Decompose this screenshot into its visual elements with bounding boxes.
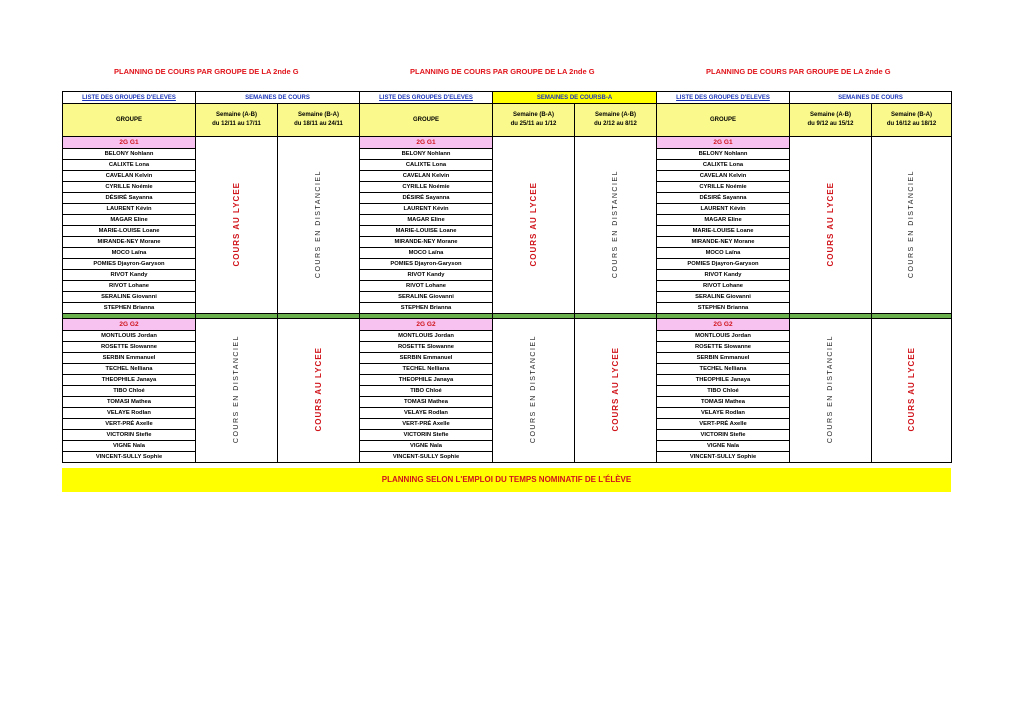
planning-title-1: PLANNING DE COURS PAR GROUPE DE LA 2nde G [114,67,299,76]
liste-groupes-header: LISTE DES GROUPES D'ELEVES [657,92,790,104]
page-titles [62,67,952,79]
cours-lycee-cell [493,137,575,314]
student-name: VINCENT-SULLY Sophie [360,452,493,463]
cours-dist-cell [196,319,278,463]
cours-lycee-label: COURS AU LYCEE [232,181,241,267]
student-name: VINCENT-SULLY Sophie [63,452,196,463]
student-name: VIGNE Naïa [360,441,493,452]
student-name: TOMASI Mathea [63,397,196,408]
student-name: SERBIN Emmanuel [63,353,196,364]
student-name: RIVOT Lohane [63,281,196,292]
cours-lycee-label: COURS AU LYCEE [907,347,916,432]
student-name: MAGAR Eline [360,215,493,226]
student-name: TECHEL Nelliana [657,364,790,375]
student-name: CALIXTE Lona [360,160,493,171]
cours-lycee-label: COURS AU LYCEE [529,181,538,267]
cours-lycee-label: COURS AU LYCEE [826,181,835,267]
student-name: TIBO Chloé [360,386,493,397]
student-name: POMIES Djayron-Garyson [63,259,196,270]
week-dates: du 2/12 au 8/12 [594,121,637,127]
student-name: MONTLOUIS Jordan [360,331,493,342]
group-label: 2G G2 [63,319,196,331]
cours-dist-label: COURS EN DISTANCIEL [315,169,322,279]
cours-dist-label: COURS EN DISTANCIEL [827,335,834,444]
cours-dist-cell [872,137,952,314]
student-name: MAGAR Eline [657,215,790,226]
student-name: VELAYE Rodlan [63,408,196,419]
week-header [196,104,278,137]
student-name: RIVOT Kandy [360,270,493,281]
student-name: MONTLOUIS Jordan [63,331,196,342]
week-type: Semaine (A-B) [215,112,257,118]
student-name: RIVOT Kandy [63,270,196,281]
student-name: MIRANDE-NEY Morane [63,237,196,248]
week-type: Semaine (B-A) [297,112,339,118]
student-name: MARIE-LOUISE Loane [360,226,493,237]
groupe-header: GROUPE [360,104,493,137]
student-name: CYRILLE Noémie [657,182,790,193]
cours-dist-cell [790,319,872,463]
cours-dist-label: COURS EN DISTANCIEL [612,169,619,279]
student-name: VERT-PRÉ Axelle [657,419,790,430]
student-name: POMIES Djayron-Garyson [657,259,790,270]
student-name: THEOPHILE Janaya [360,375,493,386]
cours-lycee-cell [790,137,872,314]
student-name: THEOPHILE Janaya [63,375,196,386]
student-name: VELAYE Rodlan [657,408,790,419]
student-name: LAURENT Kévin [657,204,790,215]
student-name: STEPHEN Brianna [360,303,493,314]
student-name: SERALINE Giovanni [657,292,790,303]
cours-lycee-cell [575,319,657,463]
week-type: Semaine (B-A) [890,112,932,118]
cours-lycee-cell [278,319,360,463]
student-name: RIVOT Lohane [657,281,790,292]
groupe-header: GROUPE [63,104,196,137]
cours-dist-label: COURS EN DISTANCIEL [233,335,240,444]
student-name: TOMASI Mathea [360,397,493,408]
week-dates: du 25/11 au 1/12 [510,121,557,127]
week-dates: du 16/12 au 18/12 [886,121,937,127]
cours-dist-label: COURS EN DISTANCIEL [908,169,915,279]
week-dates: du 9/12 au 15/12 [807,121,854,127]
student-name: LAURENT Kévin [63,204,196,215]
semaines-header: SEMAINES DE COURS [196,92,360,104]
semaines-header: SEMAINES DE COURSB-A [493,92,657,104]
student-name: VERT-PRÉ Axelle [360,419,493,430]
student-name: SERBIN Emmanuel [657,353,790,364]
student-name: MONTLOUIS Jordan [657,331,790,342]
week-type: Semaine (A-B) [594,112,636,118]
student-name: DÉSIRÉ Sayanna [63,193,196,204]
group-label: 2G G2 [657,319,790,331]
student-name: CAVELAN Kelvin [360,171,493,182]
planning-title-2: PLANNING DE COURS PAR GROUPE DE LA 2nde G [410,67,595,76]
liste-groupes-header: LISTE DES GROUPES D'ELEVES [63,92,196,104]
student-name: CAVELAN Kelvin [657,171,790,182]
student-name: MAGAR Eline [63,215,196,226]
group-label: 2G G1 [657,137,790,149]
student-name: CALIXTE Lona [657,160,790,171]
student-name: CALIXTE Lona [63,160,196,171]
student-name: LAURENT Kévin [360,204,493,215]
cours-dist-cell [278,137,360,314]
week-header [790,104,872,137]
group-label: 2G G1 [360,137,493,149]
groupe-header: GROUPE [657,104,790,137]
student-name: VELAYE Rodlan [360,408,493,419]
student-name: MARIE-LOUISE Loane [657,226,790,237]
student-name: SERALINE Giovanni [63,292,196,303]
student-name: POMIES Djayron-Garyson [360,259,493,270]
student-name: BELONY Nohlann [657,149,790,160]
week-dates: du 12/11 au 17/11 [212,121,261,127]
student-name: STEPHEN Brianna [657,303,790,314]
week-header [278,104,360,137]
student-name: DÉSIRÉ Sayanna [657,193,790,204]
student-name: BELONY Nohlann [63,149,196,160]
student-name: CYRILLE Noémie [63,182,196,193]
planning-title-3: PLANNING DE COURS PAR GROUPE DE LA 2nde G [706,67,891,76]
student-name: VICTORIN Stefie [63,430,196,441]
student-name: VERT-PRÉ Axelle [63,419,196,430]
student-name: VIGNE Naïa [657,441,790,452]
planning-table [62,91,952,463]
cours-dist-cell [575,137,657,314]
cours-lycee-cell [196,137,278,314]
group-label: 2G G2 [360,319,493,331]
student-name: RIVOT Kandy [657,270,790,281]
liste-groupes-header: LISTE DES GROUPES D'ELEVES [360,92,493,104]
footer-banner: PLANNING SELON L'EMPLOI DU TEMPS NOMINATIF DE L'ÉLÈVE [62,468,951,492]
cours-lycee-cell [872,319,952,463]
student-name: MARIE-LOUISE Loane [63,226,196,237]
student-name: TIBO Chloé [657,386,790,397]
week-header [872,104,952,137]
week-header [575,104,657,137]
cours-dist-label: COURS EN DISTANCIEL [530,335,537,444]
student-name: VICTORIN Stefie [360,430,493,441]
student-name: VIGNE Naïa [63,441,196,452]
student-name: ROSETTE Slowanne [360,342,493,353]
student-name: VINCENT-SULLY Sophie [657,452,790,463]
student-name: TIBO Chloé [63,386,196,397]
student-name: SERALINE Giovanni [360,292,493,303]
student-name: BELONY Nohlann [360,149,493,160]
student-name: ROSETTE Slowanne [657,342,790,353]
group-label: 2G G1 [63,137,196,149]
week-dates: du 18/11 au 24/11 [294,121,343,127]
student-name: MIRANDE-NEY Morane [360,237,493,248]
cours-lycee-label: COURS AU LYCEE [314,347,323,432]
student-name: SERBIN Emmanuel [360,353,493,364]
student-name: CAVELAN Kelvin [63,171,196,182]
week-type: Semaine (A-B) [809,112,851,118]
student-name: DÉSIRÉ Sayanna [360,193,493,204]
week-type: Semaine (B-A) [512,112,554,118]
student-name: TOMASI Mathea [657,397,790,408]
student-name: ROSETTE Slowanne [63,342,196,353]
student-name: TECHEL Nelliana [360,364,493,375]
student-name: MOCO Laïna [63,248,196,259]
student-name: THEOPHILE Janaya [657,375,790,386]
student-name: STEPHEN Brianna [63,303,196,314]
student-name: VICTORIN Stefie [657,430,790,441]
cours-lycee-label: COURS AU LYCEE [611,347,620,432]
cours-dist-cell [493,319,575,463]
student-name: RIVOT Lohane [360,281,493,292]
student-name: TECHEL Nelliana [63,364,196,375]
week-header [493,104,575,137]
semaines-header: SEMAINES DE COURS [790,92,952,104]
student-name: CYRILLE Noémie [360,182,493,193]
student-name: MOCO Laïna [657,248,790,259]
student-name: MOCO Laïna [360,248,493,259]
student-name: MIRANDE-NEY Morane [657,237,790,248]
